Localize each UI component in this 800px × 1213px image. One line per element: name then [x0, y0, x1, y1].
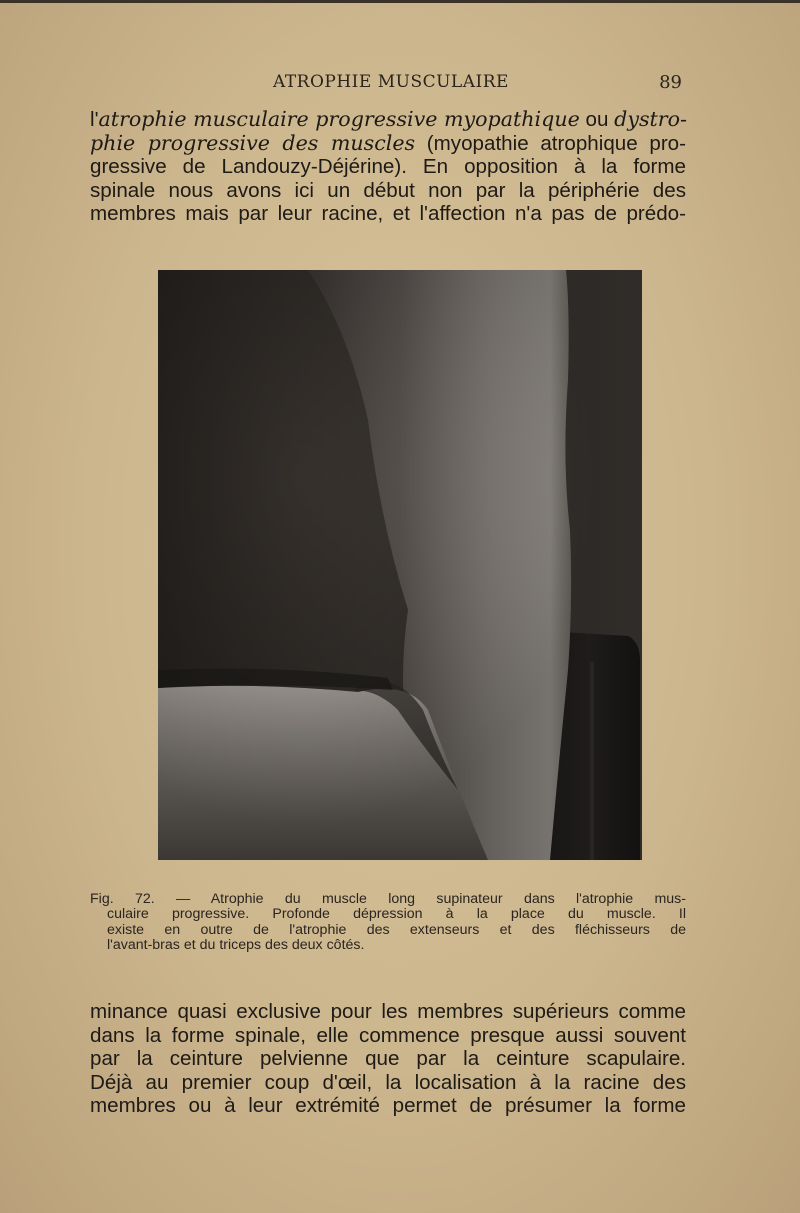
text-line: gressive de Landouzy-Déjérine). En opposition à la forme — [90, 155, 686, 179]
text-line: dans la forme spinale, elle commence presque aussi souvent — [90, 1023, 686, 1047]
text-fragment: ou — [579, 108, 615, 131]
text-line: par la ceinture pelvienne que par la ceinture scapulaire. — [90, 1047, 686, 1071]
text-line: membres mais par leur racine, et l'affection n'a pas de prédo- — [90, 202, 686, 226]
running-head: ATROPHIE MUSCULAIRE — [273, 72, 509, 92]
text-line — [90, 132, 686, 156]
photograph-image — [158, 270, 642, 860]
page-header — [90, 70, 690, 98]
italic-term: phie progressive des muscles — [90, 130, 416, 155]
text-line: spinale nous avons ici un début non par la périphérie des — [90, 178, 686, 202]
text-line — [90, 108, 686, 132]
text-line: membres ou à leur extrémité permet de présumer la forme — [90, 1094, 686, 1118]
italic-term: atrophie musculaire progressive myopathique — [98, 107, 580, 131]
paragraph-top — [90, 108, 686, 226]
page-edge — [0, 0, 800, 3]
page-number: 89 — [659, 72, 682, 93]
caption-line: existe en outre de l'atrophie des extenseurs et des fléchisseurs de — [107, 921, 686, 938]
figure-photograph — [158, 270, 642, 860]
caption-line: Fig. 72. — Atrophie du muscle long supinateur dans l'atrophie mus- — [90, 891, 686, 907]
caption-line: culaire progressive. Profonde dépression à la place du muscle. Il — [107, 906, 686, 923]
text-fragment: (myopathie atrophique pro- — [415, 131, 686, 155]
caption-line: l'avant-bras et du triceps des deux côtés. — [107, 937, 365, 954]
text-line: minance quasi exclusive pour les membres supérieurs comme — [90, 1000, 686, 1023]
paragraph-bottom — [90, 1000, 686, 1118]
text-fragment: l' — [90, 108, 99, 131]
figure-caption — [90, 892, 686, 954]
italic-term: dystro- — [614, 107, 688, 131]
text-line: Déjà au premier coup d'œil, la localisation à la racine des — [90, 1070, 686, 1094]
